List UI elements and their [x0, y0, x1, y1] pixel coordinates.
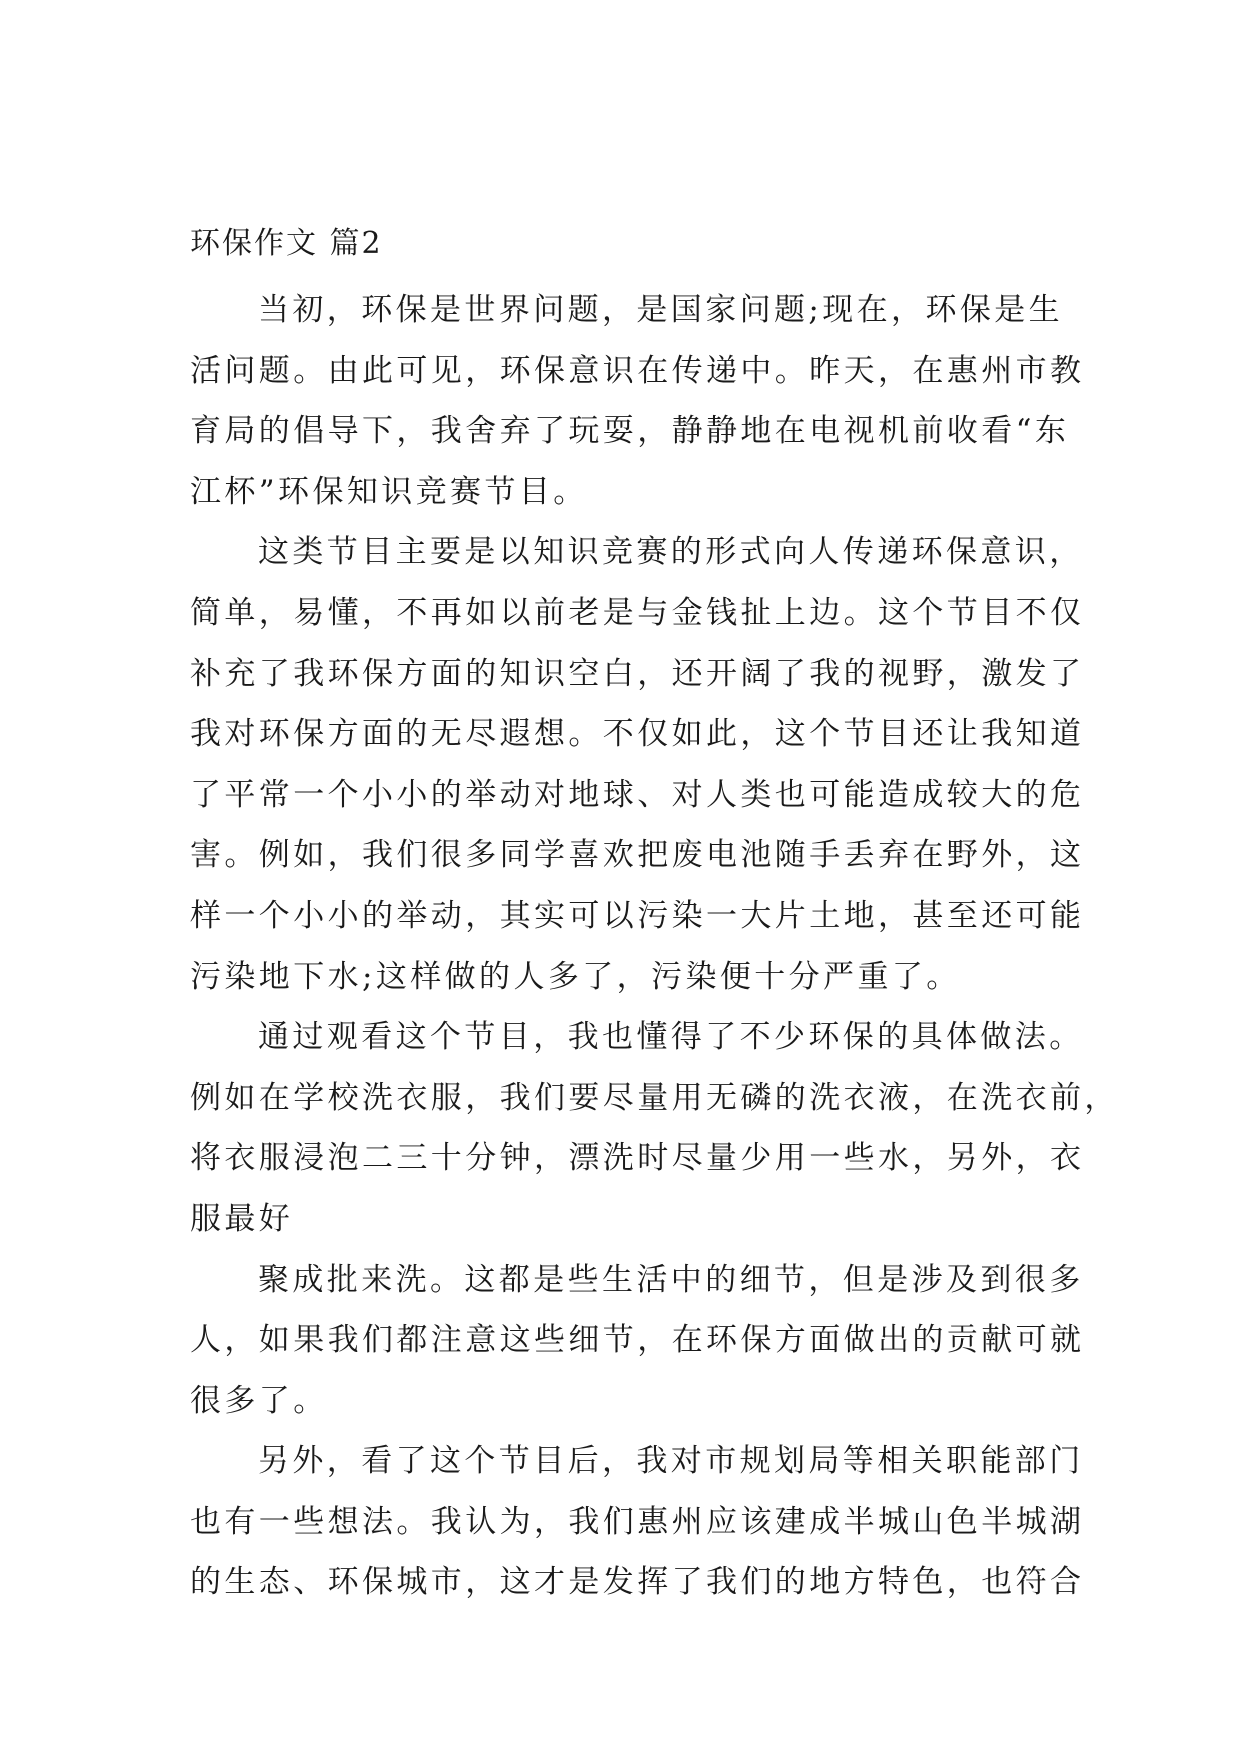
paragraph	[190, 522, 1085, 1007]
paragraph	[190, 1250, 1085, 1432]
paragraph-line: 将衣服浸泡二三十分钟，漂洗时尽量少用一些水，另外，衣	[190, 1140, 1085, 1177]
paragraph	[190, 1007, 1119, 1249]
paragraph-line: 服最好	[190, 1200, 294, 1237]
paragraph-line: 样一个小小的举动，其实可以污染一大片土地，甚至还可能	[190, 897, 1085, 934]
paragraph-line: 这类节目主要是以知识竞赛的形式向人传递环保意识，	[258, 534, 1084, 571]
paragraph-line: 例如在学校洗衣服，我们要尽量用无磷的洗衣液，在洗衣前，	[190, 1079, 1119, 1116]
paragraph-line: 江杯”环保知识竞赛节目。	[190, 473, 588, 510]
paragraph-line: 也有一些想法。我认为，我们惠州应该建成半城山色半城湖	[190, 1503, 1085, 1540]
paragraph-line: 育局的倡导下，我舍弃了玩耍，静静地在电视机前收看“东	[190, 413, 1070, 450]
paragraph	[190, 1431, 1085, 1613]
paragraph-line: 人，如果我们都注意这些细节，在环保方面做出的贡献可就	[190, 1322, 1085, 1359]
paragraph-line: 聚成批来洗。这都是些生活中的细节，但是涉及到很多	[258, 1261, 1084, 1298]
paragraph-line: 简单，易懂，不再如以前老是与金钱扯上边。这个节目不仅	[190, 594, 1085, 631]
paragraph-line: 害。例如，我们很多同学喜欢把废电池随手丢弃在野外，这	[190, 837, 1085, 874]
paragraph-line: 污染地下水;这样做的人多了，污染便十分严重了。	[190, 958, 961, 995]
paragraph-line: 通过观看这个节目，我也懂得了不少环保的具体做法。	[258, 1019, 1084, 1056]
paragraph-line: 了平常一个小小的举动对地球、对人类也可能造成较大的危	[190, 776, 1085, 813]
paragraph-line: 补充了我环保方面的知识空白，还开阔了我的视野，激发了	[190, 655, 1085, 692]
paragraph-line: 我对环保方面的无尽遐想。不仅如此，这个节目还让我知道	[190, 716, 1085, 753]
paragraph-line: 当初，环保是世界问题，是国家问题;现在，环保是生	[258, 292, 1064, 328]
document-body	[190, 280, 1119, 1613]
paragraph-line: 很多了。	[190, 1382, 328, 1419]
paragraph	[190, 280, 1085, 522]
paragraph-line: 另外，看了这个节目后，我对市规划局等相关职能部门	[258, 1443, 1084, 1480]
paragraph-line: 活问题。由此可见，环保意识在传递中。昨天，在惠州市教	[190, 352, 1085, 389]
paragraph-line: 的生态、环保城市，这才是发挥了我们的地方特色，也符合	[190, 1564, 1085, 1601]
document-heading: 环保作文 篇2	[190, 226, 383, 261]
